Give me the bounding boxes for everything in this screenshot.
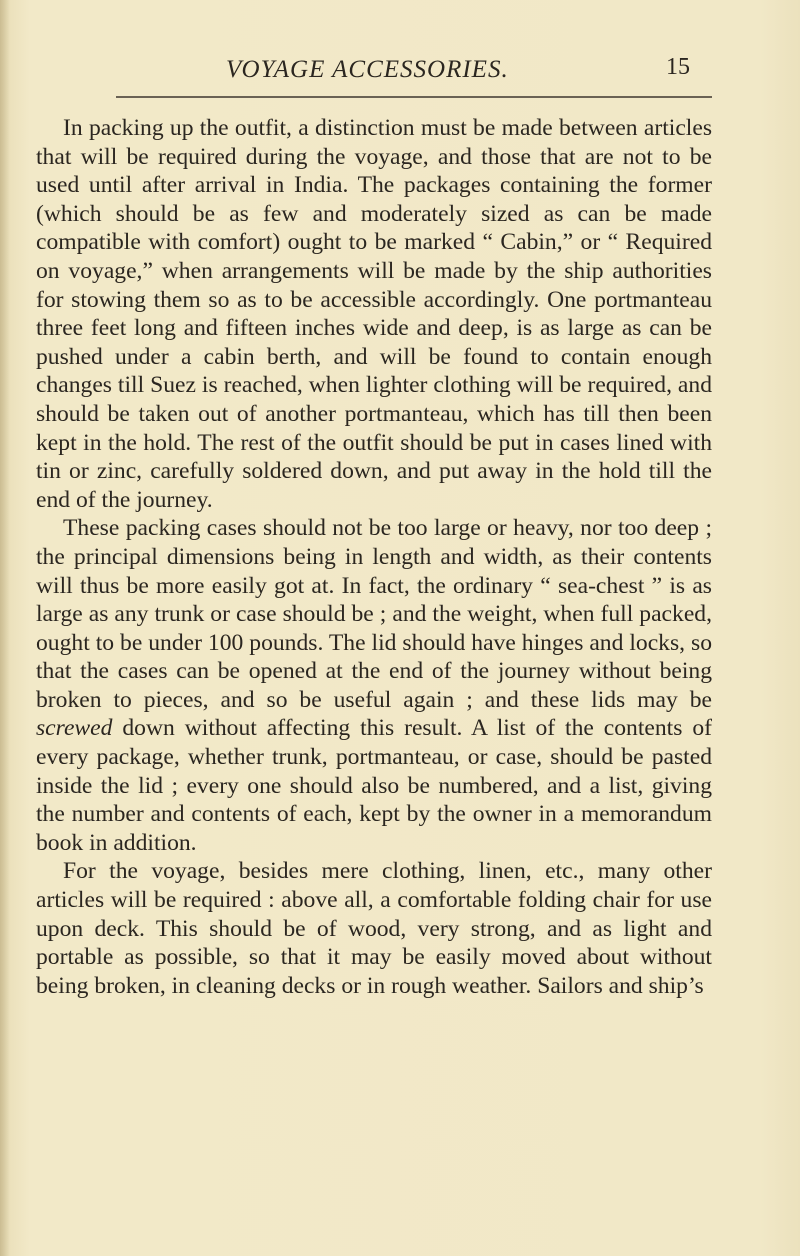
- body-text: [36, 114, 712, 1000]
- page-number: 15: [666, 54, 690, 80]
- paragraph-1: In packing up the outfit, a distinction must be made between articles that will be required during the voyage, and those that are not to be used until after arrival in India. The packages containing the former (which should be as few and moderately sized as can be made compatible with comfort) ought to be marked “ Cabin,” or “ Required on voyage,” when arrangements will be made by the ship authorities for stowing them so as to be accessible accordingly. One portmanteau three feet long and fifteen inches wide and deep, is as large as can be pushed under a cabin berth, and will be found to contain enough changes till Suez is reached, when lighter clothing will be required, and should be taken out of another portmanteau, which has till then been kept in the hold. The rest of the outfit should be put in cases lined with tin or zinc, carefully soldered down, and put away in the hold till the end of the journey.: [36, 115, 712, 513]
- paragraph-2: [36, 514, 712, 857]
- running-title: VOYAGE ACCESSORIES.: [226, 56, 509, 83]
- paragraph-2-continuation: down without affecting this result. A list of the contents of every package, whether trunk, portmanteau, or case, should be pasted inside the lid ; every one should also be numbered, and a list, giving the number and contents of each, kept by the owner in a memorandum book in addition.: [36, 715, 712, 856]
- paragraph-2-text: These packing cases should not be too large or heavy, nor too deep ; the principal dimensions being in length and width, as their contents will thus be more easily got at. In fact, the ordinary “ sea-chest ” is as large as any trunk or case should be ; and the weight, when full packed, ought to be under 100 pounds. The lid should have hinges and locks, so that the cases can be opened at the end of the journey without being broken to pieces, and so be useful again ; and these lids may be: [36, 515, 712, 713]
- paragraph-3: For the voyage, besides mere clothing, linen, etc., many other articles will be required : above all, a comfortable folding chair for use upon deck. This should be of wood, very strong, and as light and portable as possible, so that it may be easily moved about without being broken, in cleaning decks or in rough weather. Sailors and ship’s: [36, 858, 712, 999]
- page-header: [0, 54, 800, 90]
- header-rule: [116, 96, 712, 98]
- page-spine-shadow: [0, 0, 10, 1256]
- emphasis-screwed: screwed: [36, 715, 113, 742]
